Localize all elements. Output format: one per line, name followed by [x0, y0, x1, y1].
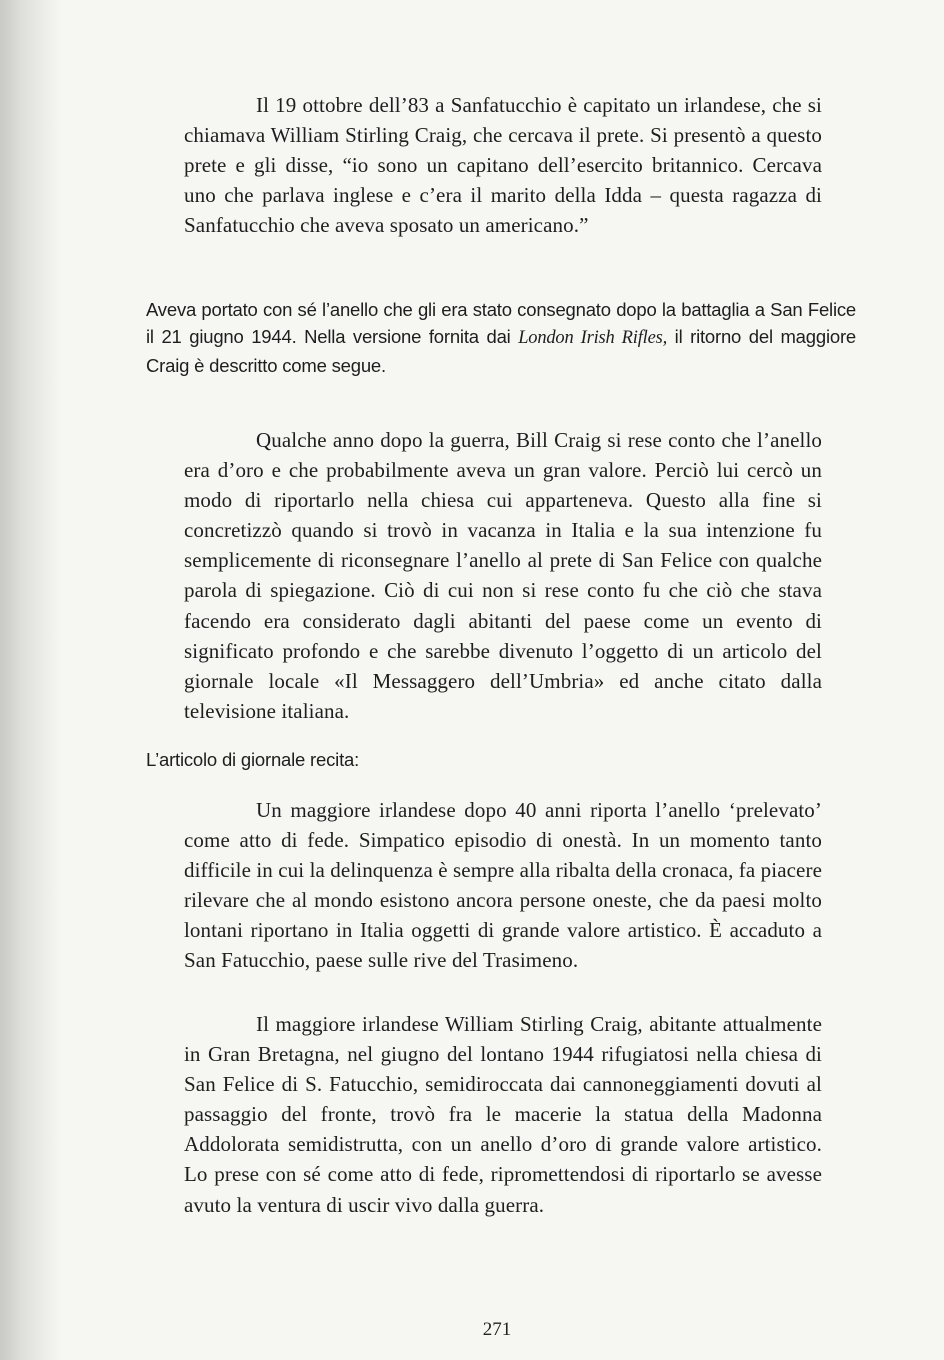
narration-paragraph-2: L’articolo di giornale recita: [146, 749, 360, 770]
quote-paragraph-1: Il 19 ottobre dell’83 a Sanfatucchio è capitato un irlandese, che si chiamava William Stirling Craig, che cercava il prete. Si presentò a questo prete e gli disse, “io sono un capitano dell’esercito britannico. Cercava uno che parlava inglese e c’era il marito della Idda – questa ragazza di Sanfatucchio che aveva sposato un americano.” [184, 93, 822, 238]
quote-paragraph-4: Il maggiore irlandese William Stirling Craig, abitante attualmente in Gran Bretagna, nel giugno del lontano 1944 rifugiatosi nella chiesa di San Felice di S. Fatucchio, semidiroccata dai cannoneggiamenti dovuti al passaggio del fronte, trovò fra le macerie la statua della Madonna Addolorata semidistrutta, con un anello d’oro di grande valore artistico. Lo prese con sé come atto di fede, ripromettendosi di riportarlo se avesse avuto la ventura di uscir vivo dalla guerra. [184, 1012, 822, 1217]
quote-paragraph-2: Qualche anno dopo la guerra, Bill Craig si rese conto che l’anello era d’oro e che probabilmente aveva un gran valore. Perciò lui cercò un modo di riportarlo nella chiesa cui apparteneva. Questo alla fine si concretizzò quando si trovò in vacanza in Italia e la sua intenzione fu semplicemente di riconsegnare l’anello al prete di San Felice con qualche parola di spiegazione. Ciò di cui non si rese conto fu che ciò che stava facendo era considerato dagli abitanti del paese come un evento di significato profondo e che sarebbe divenuto l’oggetto di un articolo del giornale locale «Il Messaggero dell’Umbria» ed anche citato dalla televisione italiana. [184, 428, 822, 723]
narration-paragraph-1 [146, 296, 856, 379]
narration-text-before: Aveva portato con sé l’anello che gli era stato consegnato dopo la battaglia a San Felice il 21 giugno 1944. Nella versione fornita dai [146, 299, 856, 347]
quote-paragraph-3: Un maggiore irlandese dopo 40 anni riporta l’anello ‘prelevato’ come atto di fede. Simpatico episodio di onestà. In un momento tanto difficile in cui la delinquenza è sempre alla ribalta della cronaca, fa piacere rilevare che al mondo esistono ancora persone oneste, che da paesi molto lontani riportano in Italia oggetti di grande valore artistico. È accaduto a San Fatucchio, paese sulle rive del Trasimeno. [184, 798, 822, 973]
italic-title-london-irish-rifles: London Irish Rifles, [518, 328, 668, 348]
page-number: 271 [482, 1319, 512, 1340]
narration-text-after: il ritorno del maggiore Craig è descritto come segue. [146, 326, 856, 376]
